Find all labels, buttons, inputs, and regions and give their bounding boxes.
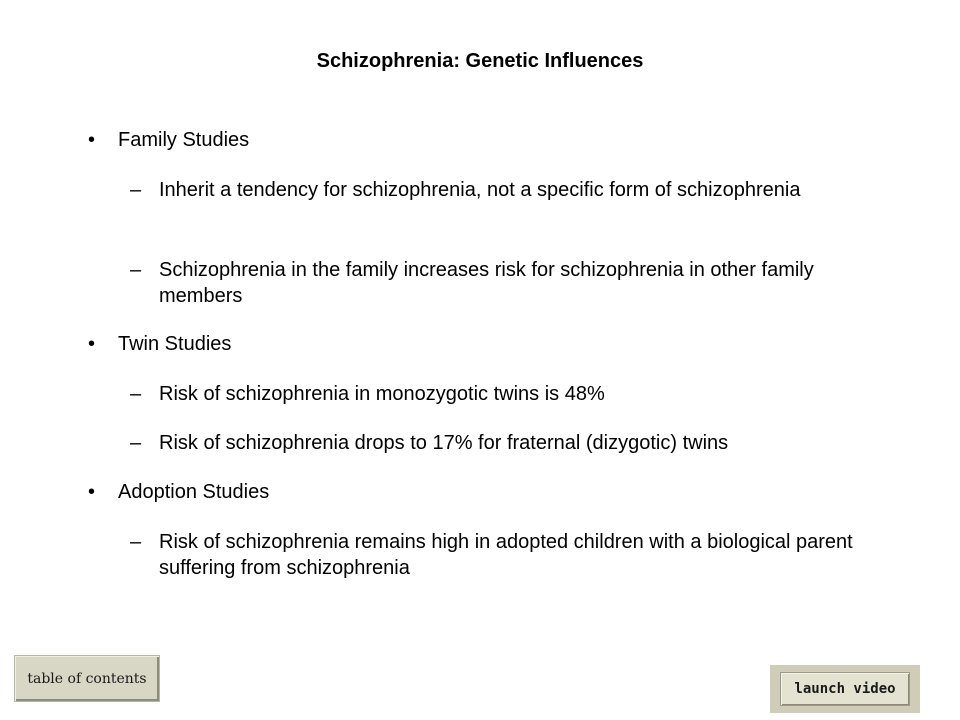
slide-title: Schizophrenia: Genetic Influences (316, 50, 644, 72)
sub-point-text: Risk of schizophrenia drops to 17% for fraternal (dizygotic) twins (159, 432, 729, 454)
sub-point (130, 430, 890, 456)
sub-point (130, 529, 890, 581)
table-of-contents-button[interactable]: table of contents (14, 655, 160, 702)
launch-video-button[interactable]: launch video (780, 672, 910, 706)
dash-marker: – (130, 383, 142, 405)
bullet-heading: Family Studies (118, 129, 250, 151)
sub-point-text: Risk of schizophrenia in monozygotic twins is 48% (159, 383, 605, 405)
bullet-marker: • (88, 481, 96, 503)
sub-point-text: Inherit a tendency for schizophrenia, not a specific form of schizophrenia (159, 179, 801, 201)
dash-marker: – (130, 179, 142, 201)
bullet-heading: Adoption Studies (118, 481, 270, 503)
bullet-marker: • (88, 333, 96, 355)
sub-point (130, 177, 890, 203)
bullet-marker: • (88, 129, 96, 151)
sub-point-text: Schizophrenia in the family increases risk for schizophrenia in other family members (159, 259, 814, 307)
sub-point (130, 257, 890, 309)
sub-point (130, 381, 890, 407)
bullet-heading: Twin Studies (118, 333, 232, 355)
dash-marker: – (130, 259, 142, 281)
dash-marker: – (130, 531, 142, 553)
launch-video-frame (770, 665, 920, 713)
sub-point-text: Risk of schizophrenia remains high in adopted children with a biological parent suffering from schizophrenia (159, 531, 853, 579)
dash-marker: – (130, 432, 142, 454)
